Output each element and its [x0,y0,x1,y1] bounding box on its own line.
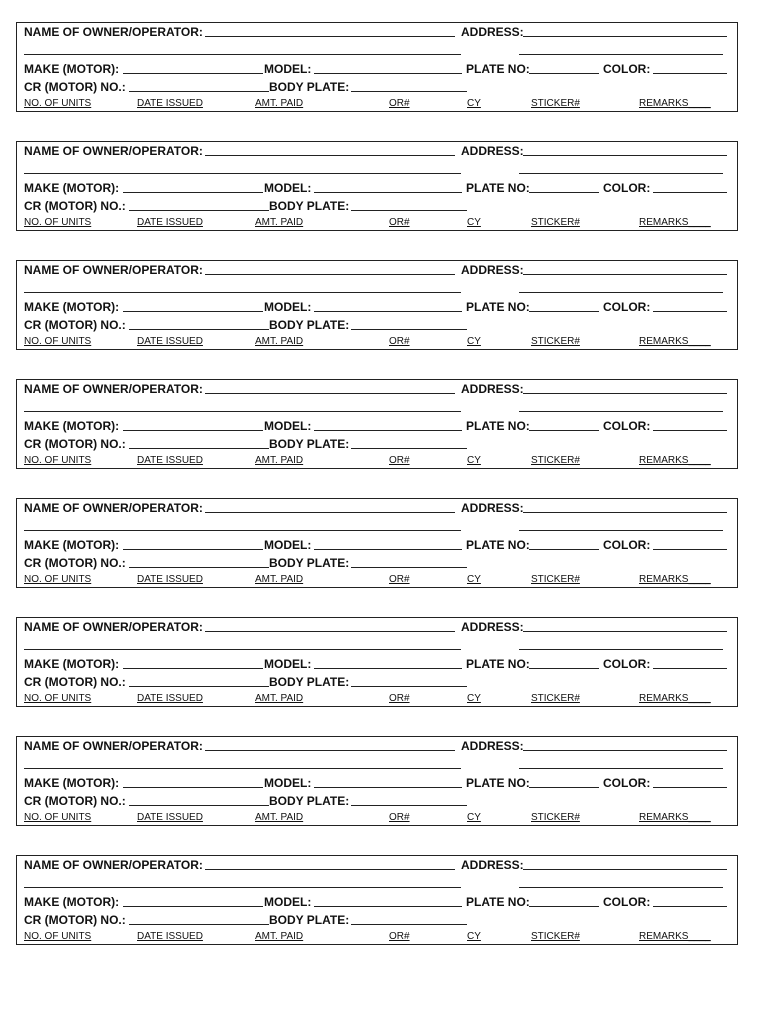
make-field[interactable] [123,668,263,669]
make-label: MAKE (MOTOR): [24,895,120,909]
column-header: DATE ISSUED [137,455,203,466]
plate-number-field[interactable] [529,906,599,907]
owner-name-label: NAME OF OWNER/OPERATOR: [24,501,203,515]
body-plate-field[interactable] [351,329,467,330]
cr-number-field[interactable] [129,567,269,568]
column-header: REMARKS____ [639,455,711,466]
model-label: MODEL: [264,181,312,195]
owner-name-field[interactable] [205,36,455,37]
record-form [16,736,738,826]
make-label: MAKE (MOTOR): [24,62,120,76]
owner-name-field[interactable] [205,155,455,156]
owner-name-field[interactable] [205,393,455,394]
address-label: ADDRESS: [461,25,524,39]
plate-number-label: PLATE NO: [466,62,530,76]
model-field[interactable] [314,192,462,193]
owner-name-label: NAME OF OWNER/OPERATOR: [24,739,203,753]
address-field[interactable] [523,631,727,632]
column-header: AMT. PAID [255,217,304,228]
column-header: OR# [389,693,410,704]
column-header: CY [467,693,481,704]
owner-name-label: NAME OF OWNER/OPERATOR: [24,263,203,277]
body-plate-field[interactable] [351,448,467,449]
column-header: DATE ISSUED [137,217,203,228]
column-header: CY [467,336,481,347]
owner-name-label: NAME OF OWNER/OPERATOR: [24,25,203,39]
color-label: COLOR: [603,300,651,314]
column-header: NO. OF UNITS [24,98,92,109]
column-header: OR# [389,455,410,466]
column-header: OR# [389,931,410,942]
column-header: REMARKS____ [639,812,711,823]
model-field[interactable] [314,549,462,550]
column-header: CY [467,98,481,109]
model-field[interactable] [314,906,462,907]
body-plate-label: BODY PLATE: [269,318,350,332]
body-plate-field[interactable] [351,805,467,806]
model-label: MODEL: [264,419,312,433]
model-label: MODEL: [264,538,312,552]
column-header: STICKER# [531,98,580,109]
owner-name-field[interactable] [205,750,455,751]
address-continuation-field[interactable] [519,411,723,412]
owner-name-continuation-field[interactable] [24,768,461,769]
body-plate-field[interactable] [351,924,467,925]
model-field[interactable] [314,787,462,788]
plate-number-label: PLATE NO: [466,776,530,790]
column-header: CY [467,812,481,823]
cr-number-label: CR (MOTOR) NO.: [24,556,126,570]
body-plate-label: BODY PLATE: [269,794,350,808]
cr-number-label: CR (MOTOR) NO.: [24,318,126,332]
column-header: DATE ISSUED [137,812,203,823]
address-label: ADDRESS: [461,858,524,872]
make-label: MAKE (MOTOR): [24,538,120,552]
column-header: REMARKS____ [639,931,711,942]
column-header: OR# [389,574,410,585]
column-header: AMT. PAID [255,693,304,704]
column-header: STICKER# [531,336,580,347]
owner-name-continuation-field[interactable] [24,411,461,412]
color-label: COLOR: [603,657,651,671]
color-field[interactable] [653,192,727,193]
column-header: CY [467,217,481,228]
make-field[interactable] [123,192,263,193]
address-continuation-field[interactable] [519,887,723,888]
make-field[interactable] [123,73,263,74]
column-header: OR# [389,812,410,823]
column-header: REMARKS____ [639,98,711,109]
cr-number-field[interactable] [129,686,269,687]
column-header: STICKER# [531,574,580,585]
owner-name-continuation-field[interactable] [24,887,461,888]
record-form [16,260,738,350]
column-header: STICKER# [531,217,580,228]
address-label: ADDRESS: [461,263,524,277]
color-label: COLOR: [603,538,651,552]
cr-number-field[interactable] [129,329,269,330]
plate-number-field[interactable] [529,311,599,312]
record-form [16,141,738,231]
address-continuation-field[interactable] [519,530,723,531]
cr-number-field[interactable] [129,210,269,211]
owner-name-field[interactable] [205,869,455,870]
model-label: MODEL: [264,657,312,671]
body-plate-label: BODY PLATE: [269,80,350,94]
plate-number-label: PLATE NO: [466,419,530,433]
owner-name-continuation-field[interactable] [24,530,461,531]
make-label: MAKE (MOTOR): [24,776,120,790]
column-header: DATE ISSUED [137,931,203,942]
owner-name-label: NAME OF OWNER/OPERATOR: [24,620,203,634]
cr-number-field[interactable] [129,448,269,449]
owner-name-continuation-field[interactable] [24,173,461,174]
plate-number-label: PLATE NO: [466,300,530,314]
body-plate-label: BODY PLATE: [269,913,350,927]
body-plate-field[interactable] [351,686,467,687]
owner-name-continuation-field[interactable] [24,292,461,293]
column-header: AMT. PAID [255,931,304,942]
model-field[interactable] [314,311,462,312]
plate-number-label: PLATE NO: [466,895,530,909]
plate-number-field[interactable] [529,192,599,193]
body-plate-label: BODY PLATE: [269,199,350,213]
body-plate-field[interactable] [351,91,467,92]
column-header: REMARKS____ [639,574,711,585]
owner-name-field[interactable] [205,631,455,632]
column-header: AMT. PAID [255,812,304,823]
model-label: MODEL: [264,62,312,76]
cr-number-label: CR (MOTOR) NO.: [24,913,126,927]
address-continuation-field[interactable] [519,54,723,55]
owner-name-label: NAME OF OWNER/OPERATOR: [24,382,203,396]
body-plate-label: BODY PLATE: [269,556,350,570]
column-header: STICKER# [531,931,580,942]
column-header: NO. OF UNITS [24,574,92,585]
make-label: MAKE (MOTOR): [24,419,120,433]
column-header: AMT. PAID [255,455,304,466]
plate-number-field[interactable] [529,430,599,431]
owner-name-label: NAME OF OWNER/OPERATOR: [24,858,203,872]
model-field[interactable] [314,668,462,669]
owner-name-continuation-field[interactable] [24,649,461,650]
plate-number-label: PLATE NO: [466,657,530,671]
color-label: COLOR: [603,895,651,909]
address-field[interactable] [523,393,727,394]
cr-number-field[interactable] [129,91,269,92]
plate-number-field[interactable] [529,73,599,74]
column-header: OR# [389,217,410,228]
cr-number-label: CR (MOTOR) NO.: [24,80,126,94]
owner-name-label: NAME OF OWNER/OPERATOR: [24,144,203,158]
record-form [16,617,738,707]
column-header: AMT. PAID [255,336,304,347]
make-field[interactable] [123,430,263,431]
column-header: DATE ISSUED [137,574,203,585]
address-continuation-field[interactable] [519,173,723,174]
plate-number-field[interactable] [529,668,599,669]
address-label: ADDRESS: [461,144,524,158]
model-field[interactable] [314,430,462,431]
color-field[interactable] [653,906,727,907]
make-label: MAKE (MOTOR): [24,657,120,671]
column-header: AMT. PAID [255,98,304,109]
color-label: COLOR: [603,62,651,76]
cr-number-field[interactable] [129,924,269,925]
address-continuation-field[interactable] [519,649,723,650]
color-field[interactable] [653,787,727,788]
color-label: COLOR: [603,419,651,433]
column-header: AMT. PAID [255,574,304,585]
column-header: CY [467,455,481,466]
address-label: ADDRESS: [461,382,524,396]
column-header: NO. OF UNITS [24,931,92,942]
address-field[interactable] [523,274,727,275]
address-label: ADDRESS: [461,620,524,634]
address-continuation-field[interactable] [519,292,723,293]
color-field[interactable] [653,549,727,550]
color-field[interactable] [653,430,727,431]
address-field[interactable] [523,36,727,37]
column-header: REMARKS____ [639,336,711,347]
column-header: CY [467,574,481,585]
body-plate-field[interactable] [351,567,467,568]
owner-name-field[interactable] [205,274,455,275]
column-header: DATE ISSUED [137,336,203,347]
body-plate-field[interactable] [351,210,467,211]
column-header: NO. OF UNITS [24,693,92,704]
body-plate-label: BODY PLATE: [269,437,350,451]
plate-number-field[interactable] [529,549,599,550]
column-header: NO. OF UNITS [24,217,92,228]
cr-number-field[interactable] [129,805,269,806]
address-continuation-field[interactable] [519,768,723,769]
plate-number-label: PLATE NO: [466,538,530,552]
address-field[interactable] [523,512,727,513]
column-header: NO. OF UNITS [24,336,92,347]
make-label: MAKE (MOTOR): [24,181,120,195]
color-field[interactable] [653,73,727,74]
cr-number-label: CR (MOTOR) NO.: [24,794,126,808]
color-field[interactable] [653,668,727,669]
cr-number-label: CR (MOTOR) NO.: [24,437,126,451]
color-label: COLOR: [603,776,651,790]
model-label: MODEL: [264,300,312,314]
make-label: MAKE (MOTOR): [24,300,120,314]
column-header: STICKER# [531,812,580,823]
make-field[interactable] [123,906,263,907]
column-header: NO. OF UNITS [24,812,92,823]
column-header: DATE ISSUED [137,693,203,704]
column-header: REMARKS____ [639,217,711,228]
make-field[interactable] [123,311,263,312]
color-field[interactable] [653,311,727,312]
color-label: COLOR: [603,181,651,195]
model-label: MODEL: [264,776,312,790]
make-field[interactable] [123,549,263,550]
column-header: STICKER# [531,693,580,704]
address-field[interactable] [523,750,727,751]
plate-number-label: PLATE NO: [466,181,530,195]
model-label: MODEL: [264,895,312,909]
column-header: NO. OF UNITS [24,455,92,466]
column-header: DATE ISSUED [137,98,203,109]
column-header: OR# [389,98,410,109]
body-plate-label: BODY PLATE: [269,675,350,689]
address-field[interactable] [523,155,727,156]
record-form [16,498,738,588]
model-field[interactable] [314,73,462,74]
record-form [16,22,738,112]
record-form [16,855,738,945]
cr-number-label: CR (MOTOR) NO.: [24,675,126,689]
owner-name-field[interactable] [205,512,455,513]
make-field[interactable] [123,787,263,788]
column-header: STICKER# [531,455,580,466]
plate-number-field[interactable] [529,787,599,788]
owner-name-continuation-field[interactable] [24,54,461,55]
column-header: REMARKS____ [639,693,711,704]
address-label: ADDRESS: [461,739,524,753]
record-form [16,379,738,469]
column-header: CY [467,931,481,942]
address-field[interactable] [523,869,727,870]
cr-number-label: CR (MOTOR) NO.: [24,199,126,213]
column-header: OR# [389,336,410,347]
address-label: ADDRESS: [461,501,524,515]
